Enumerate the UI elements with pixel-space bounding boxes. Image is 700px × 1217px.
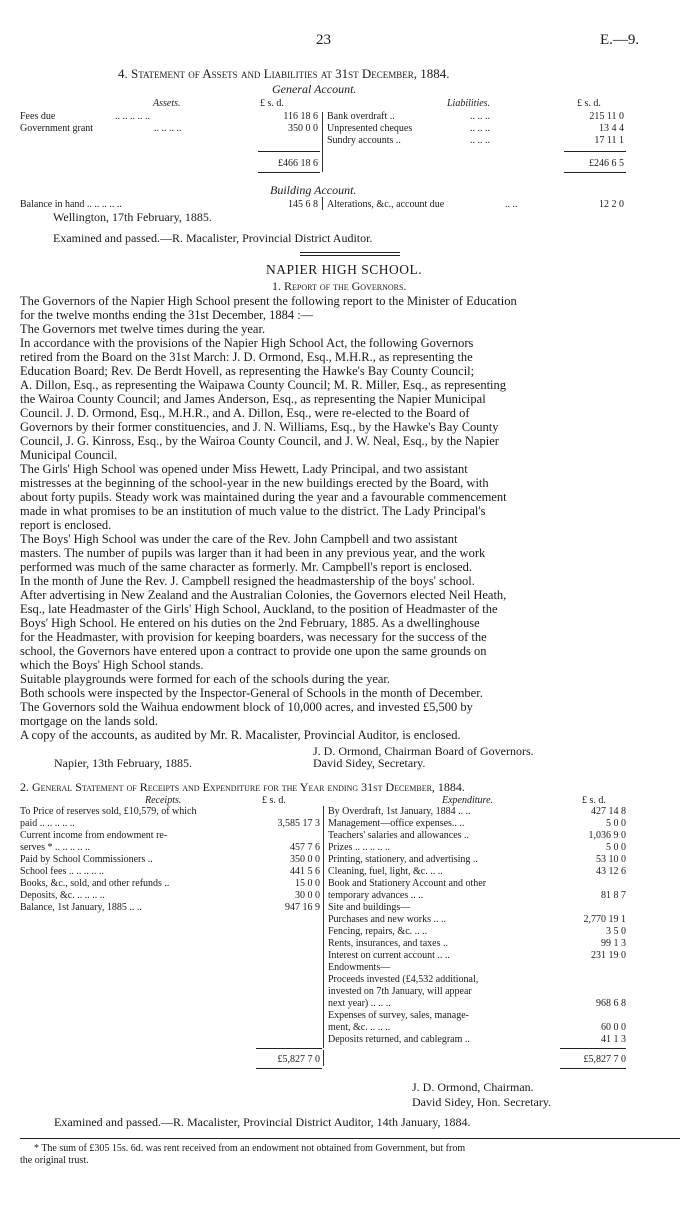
report-line: Suitable playgrounds were formed for each of the schools during the year.	[20, 672, 391, 686]
report-line: Council. J. D. Ormond, Esq., M.H.R., and A. Dillon, Esq., were re-elected to the Board of	[20, 406, 470, 420]
expenditure-label: Fencing, repairs, &c. .. ..	[328, 926, 428, 937]
expenditure-label: Rents, insurances, and taxes ..	[328, 938, 448, 949]
s2-signature-secretary: David Sidey, Hon. Secretary.	[412, 1095, 552, 1109]
alterations-dots: .. ..	[505, 199, 518, 210]
report-line: A. Dillon, Esq., as representing the Waipawa County Council; M. R. Miller, Esq., as representing	[20, 378, 507, 392]
receipts-total-rule	[256, 1048, 322, 1049]
expenditure-label: Endowments—	[328, 962, 391, 973]
receipts-money-head: £ s. d.	[262, 795, 286, 806]
expenditure-amount: 427 14 8	[591, 806, 626, 817]
report-line: The Girls' High School was opened under Miss Hewett, Lady Principal, and two assistant	[20, 462, 468, 476]
report-line: Boys' High School. He entered on his duties on the 2nd February, 1885. As a dwellinghouse	[20, 616, 480, 630]
liability-dots: .. .. ..	[470, 135, 490, 146]
expenditure-label: Proceeds invested (£4,532 additional,	[328, 974, 479, 985]
expenditure-amount: 2,770 19 1	[583, 914, 626, 925]
alterations-label: Alterations, &c., account due	[327, 199, 445, 210]
assets-total-rule	[258, 151, 320, 152]
expenditure-amount: 968 6 8	[596, 998, 626, 1009]
liability-label: Unpresented cheques	[327, 123, 413, 134]
receipt-label: To Price of reserves sold, £10,579, of which	[20, 806, 197, 817]
receipt-amount: 350 0 0	[290, 854, 320, 865]
expenditure-amount: 60 0 0	[601, 1022, 626, 1033]
receipt-label: Deposits, &c. .. .. .. ..	[20, 890, 105, 901]
expenditure-label: Interest on current account .. ..	[328, 950, 450, 961]
expenditure-label: temporary advances .. ..	[328, 890, 424, 901]
liability-amount: 13 4 4	[599, 123, 624, 134]
expenditure-amount: 1,036 9 0	[588, 830, 626, 841]
footnote-rule	[20, 1138, 680, 1139]
signature-chairman: J. D. Ormond, Chairman Board of Governors.	[313, 744, 534, 758]
report-line: report is enclosed.	[20, 518, 112, 532]
footnote-line: the original trust.	[20, 1155, 89, 1166]
receipt-label: paid .. .. .. .. ..	[20, 818, 75, 829]
report-line: Both schools were inspected by the Inspector-General of Schools in the month of December.	[20, 686, 483, 700]
receipts-head: Receipts.	[145, 795, 182, 806]
s2-examined: Examined and passed.—R. Macalister, Provincial District Auditor, 14th January, 1884.	[54, 1115, 471, 1129]
report-line: performed was much of the same character as formerly. Mr. Campbell's report is enclosed.	[20, 560, 472, 574]
report-line: The Governors of the Napier High School present the following report to the Minister of Education	[20, 294, 517, 308]
expenditure-total-underline	[560, 1068, 626, 1069]
s4-building-divider	[322, 197, 323, 210]
report-line: The Boys' High School was under the care of the Rev. John Campbell and two assistant	[20, 532, 458, 546]
alterations-amount: 12 2 0	[599, 199, 624, 210]
expenditure-label: Printing, stationery, and advertising ..	[328, 854, 478, 865]
expenditure-head: Expenditure.	[442, 795, 494, 806]
expenditure-amount: 41 1 3	[601, 1034, 626, 1045]
s2-total-divider	[323, 1050, 324, 1066]
asset-dots: .. .. .. ..	[154, 123, 182, 134]
report-line: school, the Governors have entered upon a contract to provide one upon the same grounds on	[20, 644, 487, 658]
report-line: for the twelve months ending the 31st December, 1884 :—	[20, 308, 314, 322]
asset-amount: 116 18 6	[283, 111, 318, 122]
liability-label: Bank overdraft ..	[327, 111, 395, 122]
s4-building-title: Building Account.	[270, 183, 357, 197]
asset-label: Fees due	[20, 111, 56, 122]
report-line: Governors by their former constituencies, and J. N. Williams, Esq., by the Hawke's Bay County	[20, 420, 499, 434]
report-line: mistresses at the beginning of the school-year in the new buildings erected by the Board, with	[20, 476, 489, 490]
expenditure-total: £5,827 7 0	[583, 1054, 626, 1065]
expenditure-label: Deposits returned, and cablegram ..	[328, 1034, 470, 1045]
liability-dots: .. .. ..	[470, 111, 490, 122]
receipt-label: Books, &c., sold, and other refunds ..	[20, 878, 170, 889]
s2-title: 2. General Statement of Receipts and Expenditure for the Year ending 31st December, 1884.	[20, 780, 465, 794]
liab-total-underline	[564, 172, 626, 173]
report-line: the Wairoa County Council; and James Anderson, Esq., as representing the Napier Municipal	[20, 392, 486, 406]
expenditure-amount: 5 0 0	[606, 842, 626, 853]
expenditure-label: Cleaning, fuel, light, &c. .. ..	[328, 866, 443, 877]
balance-label: Balance in hand .. .. .. .. ..	[20, 199, 122, 210]
expenditure-amount: 53 10 0	[596, 854, 626, 865]
s2-signature-chairman: J. D. Ormond, Chairman.	[412, 1080, 534, 1094]
report-line: which the Boys' High School stands.	[20, 658, 204, 672]
signature-secretary: David Sidey, Secretary.	[313, 756, 426, 770]
expenditure-label: Management—office expenses.. ..	[328, 818, 465, 829]
section-separator-rule	[300, 252, 400, 253]
s4-assets-head: Assets.	[153, 98, 181, 109]
expenditure-label: Purchases and new works .. ..	[328, 914, 447, 925]
expenditure-amount: 3 5 0	[606, 926, 626, 937]
s4-place-date: Wellington, 17th February, 1885.	[53, 210, 212, 224]
receipt-label: Current income from endowment re-	[20, 830, 168, 841]
report-line: The Governors met twelve times during the year.	[20, 322, 266, 336]
asset-amount: 350 0 0	[288, 123, 318, 134]
expenditure-amount: 43 12 6	[596, 866, 626, 877]
expenditure-label: By Overdraft, 1st January, 1884 .. ..	[328, 806, 471, 817]
s4-general-title: General Account.	[272, 82, 357, 96]
report-line: Esq., late Headmaster of the Girls' High School, Auckland, to the position of Headmaster of the	[20, 602, 498, 616]
report-line: In accordance with the provisions of the Napier High School Act, the following Governors	[20, 336, 474, 350]
expenditure-label: next year) .. .. ..	[328, 998, 391, 1009]
expenditure-amount: 231 19 0	[591, 950, 626, 961]
assets-total: £466 18 6	[278, 158, 318, 169]
expenditure-label: Book and Stationery Account and other	[328, 878, 487, 889]
expenditure-total-rule	[560, 1048, 626, 1049]
receipts-total: £5,827 7 0	[277, 1054, 320, 1065]
report-line: In the month of June the Rev. J. Campbell resigned the headmastership of the boys' school.	[20, 574, 475, 588]
report-line: After advertising in New Zealand and the Australian Colonies, the Governors elected Neil Heath,	[20, 588, 507, 602]
expenditure-amount: 99 1 3	[601, 938, 626, 949]
receipt-label: serves * .. .. .. .. ..	[20, 842, 90, 853]
receipt-amount: 15 0 0	[295, 878, 320, 889]
balance-amount: 145 6 8	[288, 199, 318, 210]
report-line: retired from the Board on the 31st March: J. D. Ormond, Esq., M.H.R., as representing the	[20, 350, 473, 364]
receipt-label: Balance, 1st January, 1885 .. ..	[20, 902, 142, 913]
expenditure-amount: 81 8 7	[601, 890, 626, 901]
liability-amount: 17 11 1	[594, 135, 624, 146]
receipt-amount: 441 5 6	[290, 866, 320, 877]
section-separator-rule	[300, 255, 400, 256]
report-body	[20, 294, 682, 742]
expenditure-money-head: £ s. d.	[582, 795, 606, 806]
page-number: 23	[316, 32, 331, 48]
liab-total-rule	[564, 151, 626, 152]
liab-total: £246 6 5	[589, 158, 624, 169]
report-line: A copy of the accounts, as audited by Mr. R. Macalister, Provincial Auditor, is enclosed.	[20, 728, 461, 742]
report-line: Council, J. G. Kinross, Esq., by the Wairoa County Council, and J. W. Neal, Esq., by the Napier	[20, 434, 499, 448]
signature-place-date: Napier, 13th February, 1885.	[54, 756, 193, 770]
report-line: masters. The number of pupils was larger than it had been in any previous year, and the work	[20, 546, 486, 560]
report-line: made in what promises to be an institution of much value to the district. The Lady Principal's	[20, 504, 486, 518]
footnote-line: * The sum of £305 15s. 6d. was rent received from an endowment not obtained from Government, but from	[34, 1143, 466, 1154]
report-line: Municipal Council.	[20, 448, 118, 462]
report-line: The Governors sold the Waihua endowment block of 10,000 acres, and invested £5,500 by	[20, 700, 473, 714]
receipt-label: School fees .. .. .. .. ..	[20, 866, 104, 877]
liability-amount: 215 11 0	[589, 111, 624, 122]
report-line: Education Board; Rev. De Berdt Hovell, as representing the Hawke's Bay County Council;	[20, 364, 475, 378]
expenditure-label: Teachers' salaries and allowances ..	[328, 830, 470, 841]
assets-total-underline	[258, 172, 320, 173]
receipts-total-underline	[256, 1068, 322, 1069]
document-code: E.—9.	[600, 32, 640, 48]
s4-examined: Examined and passed.—R. Macalister, Provincial District Auditor.	[53, 231, 373, 245]
receipt-amount: 457 7 6	[290, 842, 320, 853]
report-line: about forty pupils. Steady work was maintained during the year and a favourable commencement	[20, 490, 507, 504]
asset-label: Government grant	[20, 123, 94, 134]
s4-column-divider	[322, 112, 323, 172]
expenditure-label: ment, &c. .. .. ..	[328, 1022, 391, 1033]
liability-dots: .. .. ..	[470, 123, 490, 134]
s2-column-divider	[323, 806, 324, 1048]
s4-title: 4. Statement of Assets and Liabilities at 31st December, 1884.	[118, 66, 450, 81]
expenditure-label: Expenses of survey, sales, manage-	[328, 1010, 469, 1021]
expenditure-label: Site and buildings—	[328, 902, 411, 913]
s4-liab-head: Liabilities.	[447, 98, 491, 109]
receipt-amount: 3,585 17 3	[277, 818, 320, 829]
receipt-amount: 30 0 0	[295, 890, 320, 901]
report-title: 1. Report of the Governors.	[272, 279, 407, 293]
liability-label: Sundry accounts ..	[327, 135, 401, 146]
receipt-label: Paid by School Commissioners ..	[20, 854, 153, 865]
expenditure-label: invested on 7th January, will appear	[328, 986, 472, 997]
napier-title: NAPIER HIGH SCHOOL.	[266, 262, 423, 277]
report-line: mortgage on the lands sold.	[20, 714, 158, 728]
receipt-amount: 947 16 9	[285, 902, 320, 913]
report-line: for the Headmaster, with provision for keeping boarders, was necessary for the success of the	[20, 630, 487, 644]
s4-assets-money-head: £ s. d.	[260, 98, 284, 109]
s4-liab-money-head: £ s. d.	[577, 98, 601, 109]
expenditure-amount: 5 0 0	[606, 818, 626, 829]
expenditure-label: Prizes .. .. .. .. ..	[328, 842, 390, 853]
asset-dots: .. .. .. .. ..	[115, 111, 150, 122]
